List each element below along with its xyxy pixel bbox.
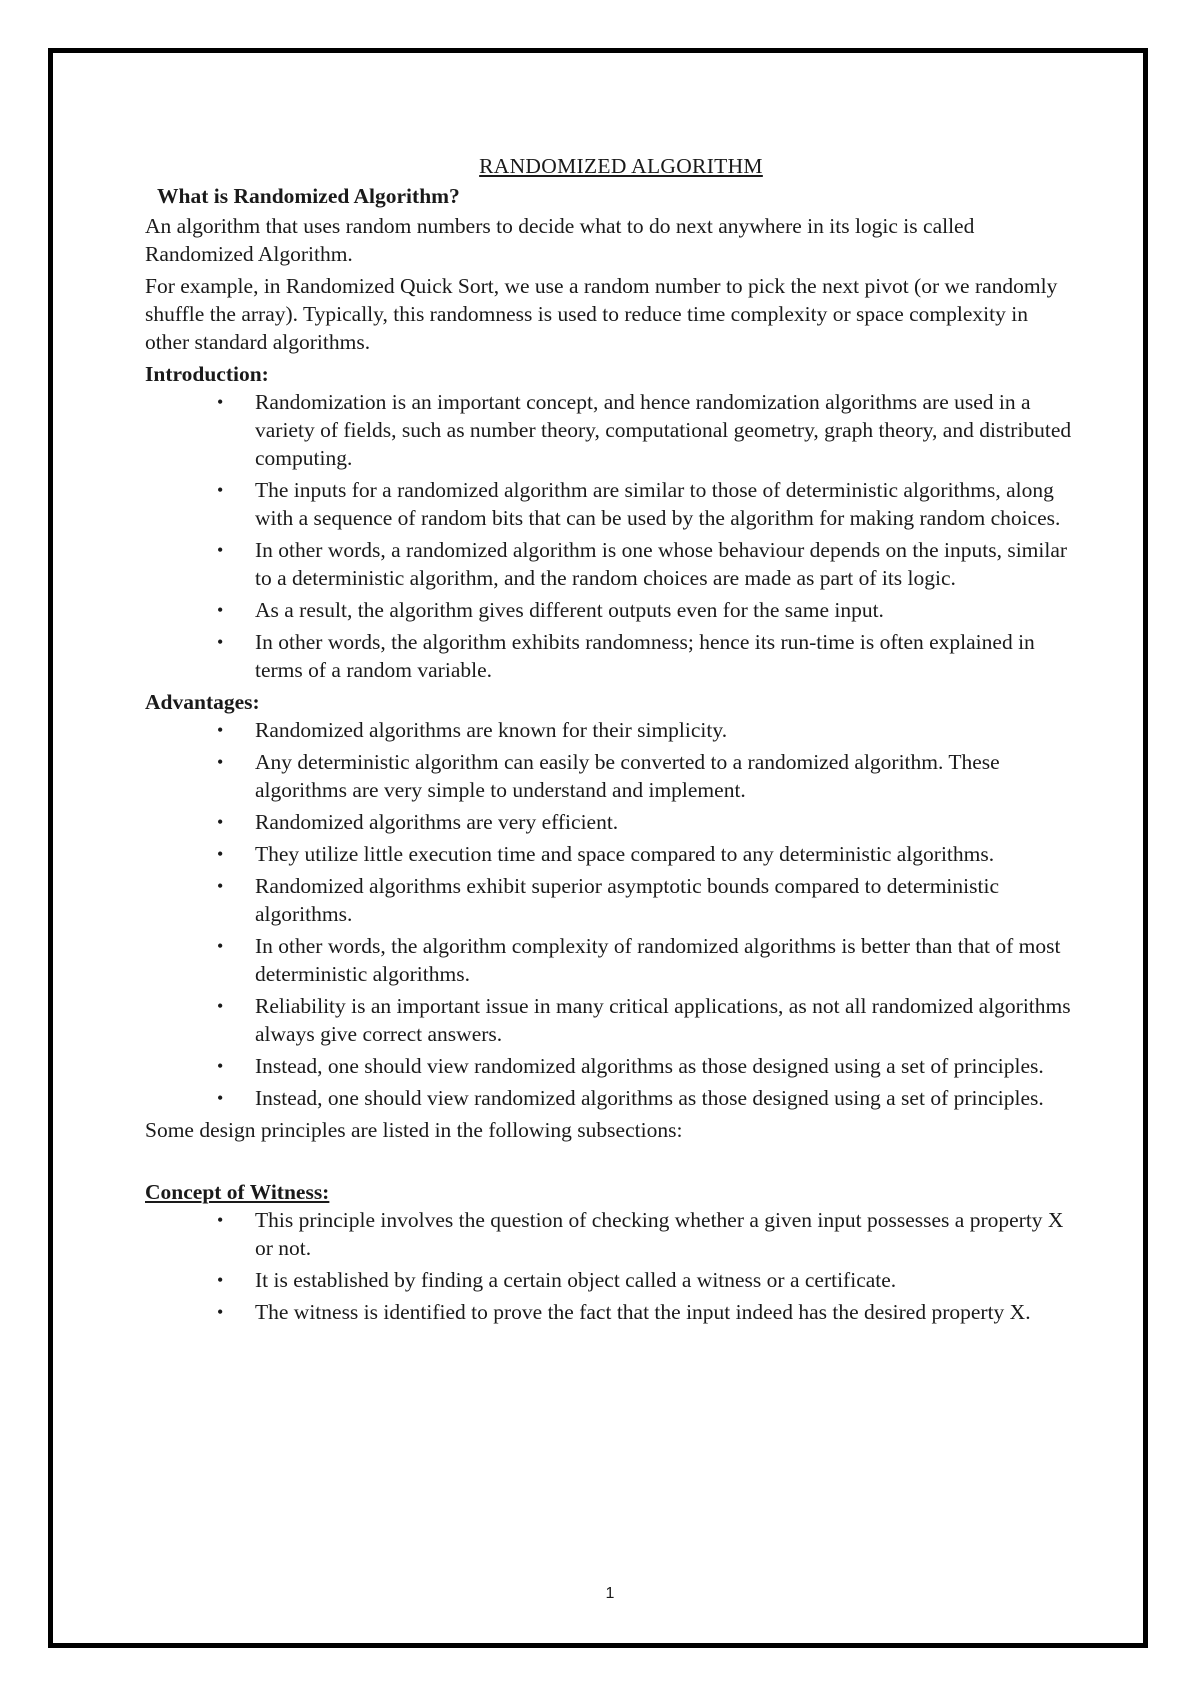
list-item [145, 932, 1075, 988]
bullet-icon: • [217, 752, 224, 772]
intro-paragraph: For example, in Randomized Quick Sort, we use a random number to pick the next pivot (or we randomly shuffle the array). Typically, this randomness is used to reduce time complexity or space complexity in other standard algorithms. [145, 274, 1058, 354]
bullet-icon: • [217, 540, 224, 560]
list-item [145, 992, 1075, 1048]
list-item [145, 840, 1075, 868]
bullet-icon: • [217, 1302, 224, 1322]
bullet-icon: • [217, 876, 224, 896]
document-body [145, 152, 1075, 1330]
design-principles-text: Some design principles are listed in the following subsections: [145, 1118, 683, 1142]
list-item [145, 808, 1075, 836]
list-item [145, 1206, 1075, 1262]
bullet-icon: • [217, 1210, 224, 1230]
list-item [145, 1084, 1075, 1112]
list-item [145, 476, 1075, 532]
list-item-text: Randomization is an important concept, and hence randomization algorithms are used in a variety of fields, such as number theory, computational geometry, graph theory, and distributed computing. [255, 390, 1072, 470]
bullet-icon: • [217, 1088, 224, 1108]
list-item-text: As a result, the algorithm gives different outputs even for the same input. [255, 598, 884, 622]
list-item-text: The witness is identified to prove the fact that the input indeed has the desired property X. [255, 1300, 1031, 1324]
list-item [145, 1298, 1075, 1326]
list-item-text: Randomized algorithms are very efficient. [255, 810, 619, 834]
list-item [145, 716, 1075, 744]
list-item-text: Randomized algorithms exhibit superior asymptotic bounds compared to deterministic algorithms. [255, 874, 999, 926]
bullet-icon: • [217, 632, 224, 652]
list-item-text: In other words, a randomized algorithm is one whose behaviour depends on the inputs, similar to a deterministic algorithm, and the random choices are made as part of its logic. [255, 538, 1068, 590]
bullet-icon: • [217, 936, 224, 956]
list-item-text: This principle involves the question of checking whether a given input possesses a property X or not. [255, 1208, 1064, 1260]
list-item [145, 748, 1075, 804]
list-item [145, 872, 1075, 928]
introduction-heading: Introduction: [145, 362, 269, 386]
list-item-text: In other words, the algorithm exhibits randomness; hence its run-time is often explained in terms of a random variable. [255, 630, 1035, 682]
bullet-icon: • [217, 480, 224, 500]
page-number: 1 [605, 1585, 615, 1602]
witness-heading: Concept of Witness: [145, 1180, 330, 1204]
advantages-heading: Advantages: [145, 690, 260, 714]
spacer [145, 1148, 1075, 1178]
list-item [145, 596, 1075, 624]
bullet-icon: • [217, 392, 224, 412]
list-item-text: In other words, the algorithm complexity of randomized algorithms is better than that of most deterministic algorithms. [255, 934, 1061, 986]
list-item [145, 1266, 1075, 1294]
list-item [145, 388, 1075, 472]
list-item [145, 536, 1075, 592]
witness-list [145, 1206, 1075, 1326]
bullet-icon: • [217, 812, 224, 832]
bullet-icon: • [217, 1056, 224, 1076]
list-item-text: Instead, one should view randomized algorithms as those designed using a set of principles. [255, 1054, 1044, 1078]
bullet-icon: • [217, 996, 224, 1016]
bullet-icon: • [217, 844, 224, 864]
list-item-text: Randomized algorithms are known for their simplicity. [255, 718, 728, 742]
subheading: What is Randomized Algorithm? [157, 184, 460, 208]
list-item-text: It is established by finding a certain object called a witness or a certificate. [255, 1268, 897, 1292]
bullet-icon: • [217, 1270, 224, 1290]
list-item [145, 1052, 1075, 1080]
advantages-list [145, 716, 1075, 1112]
list-item-text: Any deterministic algorithm can easily be converted to a randomized algorithm. These algorithms are very simple to understand and implement. [255, 750, 1000, 802]
intro-paragraph: An algorithm that uses random numbers to decide what to do next anywhere in its logic is called Randomized Algorithm. [145, 214, 975, 266]
document-title: RANDOMIZED ALGORITHM [479, 154, 763, 178]
list-item [145, 628, 1075, 684]
bullet-icon: • [217, 600, 224, 620]
bullet-icon: • [217, 720, 224, 740]
list-item-text: The inputs for a randomized algorithm are similar to those of deterministic algorithms, along with a sequence of random bits that can be used by the algorithm for making random choices. [255, 478, 1061, 530]
list-item-text: Instead, one should view randomized algorithms as those designed using a set of principles. [255, 1086, 1044, 1110]
list-item-text: They utilize little execution time and space compared to any deterministic algorithms. [255, 842, 995, 866]
list-item-text: Reliability is an important issue in many critical applications, as not all randomized algorithms always give correct answers. [255, 994, 1071, 1046]
introduction-list [145, 388, 1075, 684]
